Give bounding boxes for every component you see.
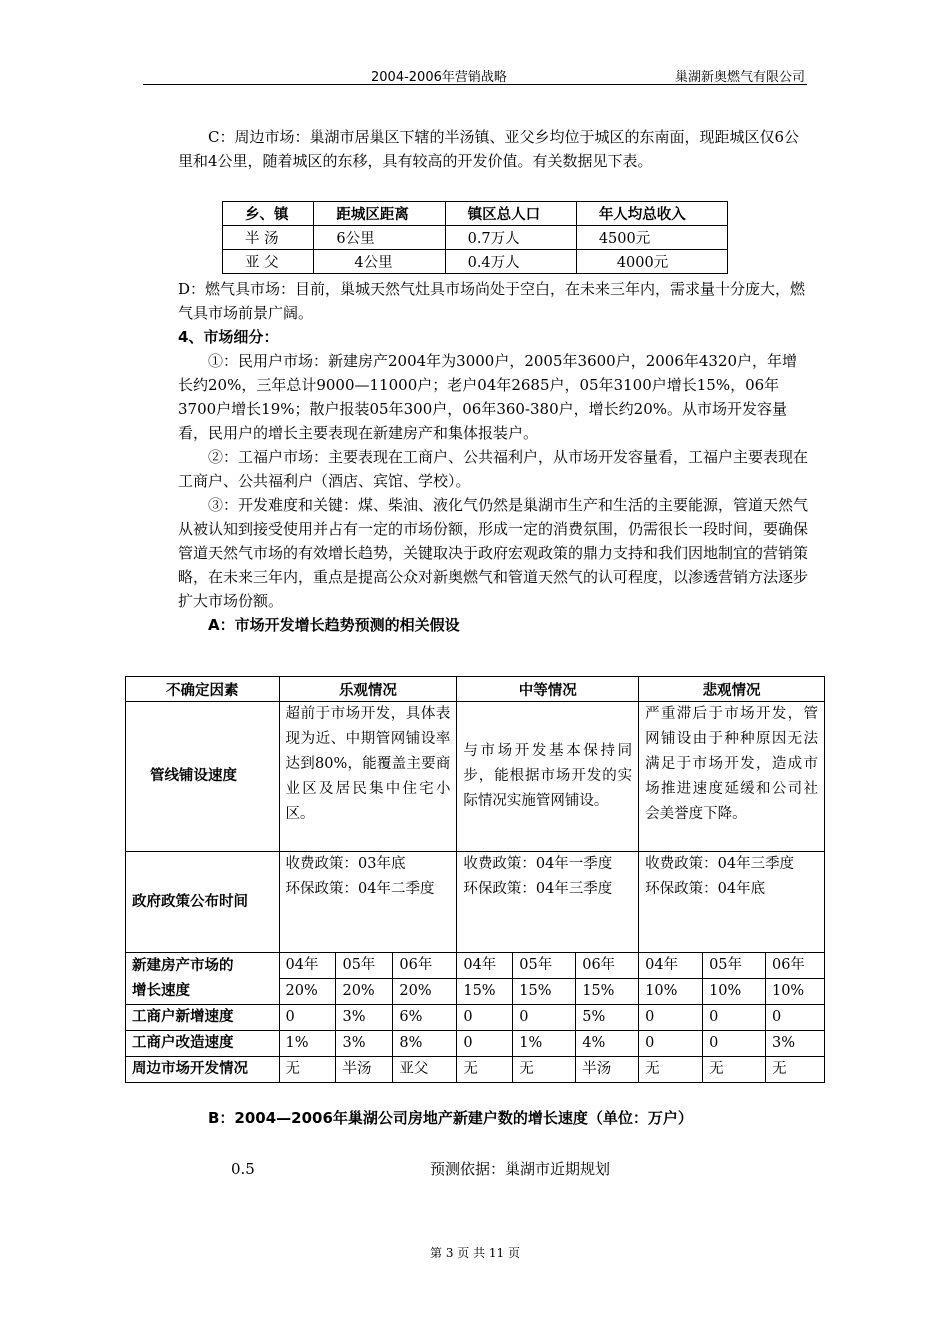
item-2: ②：工福户市场：主要表现在工商户、公共福利户，从市场开发容量看，工福户主要表现在工商户、公共福利户（酒店、宾馆、学校）。: [178, 448, 809, 490]
table-cell: 3%: [336, 1005, 393, 1031]
table-cell: 0: [279, 1005, 336, 1031]
table-cell: 0: [639, 1031, 703, 1057]
table-row: [223, 250, 728, 274]
page-header: [143, 66, 807, 85]
table-cell: 4000元: [576, 250, 727, 274]
table-cell: 15%: [513, 979, 576, 1005]
policy-line: 环保政策：04年三季度: [463, 881, 613, 897]
table-cell: [639, 852, 825, 953]
heading-b: B：2004—2006年巢湖公司房地产新建户数的增长速度（单位：万户）: [208, 1109, 693, 1127]
table-cell: 0: [457, 1005, 513, 1031]
table-cell: 1%: [279, 1031, 336, 1057]
policy-line: 收费政策：04年一季度: [463, 856, 613, 872]
table-row: [126, 852, 825, 953]
table-cell: 0: [457, 1031, 513, 1057]
policy-line: 环保政策：04年底: [645, 881, 766, 897]
table-cell: 无: [457, 1057, 513, 1083]
year-cell: 06年: [765, 953, 824, 979]
header-title: 2004-2006年营销战略: [371, 70, 507, 85]
policy-line: 环保政策：04年二季度: [285, 881, 435, 897]
table-cell: 0: [703, 1031, 766, 1057]
table-cell: 亚父: [393, 1057, 457, 1083]
year-cell: 06年: [393, 953, 457, 979]
township-table: [222, 201, 728, 274]
table-header: 不确定因素: [126, 677, 280, 702]
year-cell: 04年: [457, 953, 513, 979]
table-cell: 8%: [393, 1031, 457, 1057]
year-cell: 04年: [279, 953, 336, 979]
year-cell: 06年: [576, 953, 639, 979]
row-label: 工商户新增速度: [126, 1005, 280, 1031]
row-label: [126, 953, 280, 1005]
row-label-line: 新建房产市场的: [132, 957, 234, 974]
table-cell: 20%: [393, 979, 457, 1005]
table-cell: 半汤: [336, 1057, 393, 1083]
table-cell: 0.7万人: [445, 226, 576, 250]
table-cell: 3%: [765, 1031, 824, 1057]
table-cell: 无: [639, 1057, 703, 1083]
chart-axis-value: 0.5: [231, 1160, 255, 1178]
table-header: 中等情况: [457, 677, 639, 702]
table-cell: 半 汤: [223, 226, 314, 250]
table-cell: 10%: [639, 979, 703, 1005]
table-row: [126, 1005, 825, 1031]
table-cell: 无: [513, 1057, 576, 1083]
table-cell: 6%: [393, 1005, 457, 1031]
table-header: 距城区距离: [314, 202, 445, 226]
table-cell: 无: [765, 1057, 824, 1083]
table-cell: 15%: [457, 979, 513, 1005]
table-row: [126, 1031, 825, 1057]
table-header: 乡、镇: [223, 202, 314, 226]
table-cell: 无: [703, 1057, 766, 1083]
assumption-table: [125, 676, 825, 1083]
table-header-row: [223, 202, 728, 226]
table-cell: 0: [513, 1005, 576, 1031]
page-footer: 第 3 页 共 11 页: [430, 1246, 520, 1260]
policy-line: 收费政策：04年三季度: [645, 856, 795, 872]
table-header: 悲观情况: [639, 677, 825, 702]
table-cell: 无: [279, 1057, 336, 1083]
table-cell: 1%: [513, 1031, 576, 1057]
para-d: D：燃气具市场：目前，巢城天然气灶具市场尚处于空白，在未来三年内，需求量十分庞大，燃气具市场前景广阔。: [178, 280, 806, 322]
table-header: 乐观情况: [279, 677, 457, 702]
table-cell: 20%: [279, 979, 336, 1005]
policy-line: 收费政策：03年底: [285, 856, 406, 872]
table-cell: 15%: [576, 979, 639, 1005]
table-cell: 0: [703, 1005, 766, 1031]
table-cell: 0: [639, 1005, 703, 1031]
year-cell: 04年: [639, 953, 703, 979]
row-label: 周边市场开发情况: [126, 1057, 280, 1083]
header-company: 巢湖新奥燃气有限公司: [674, 70, 805, 85]
table-row: [126, 953, 825, 979]
year-cell: 05年: [336, 953, 393, 979]
table-cell: 0: [765, 1005, 824, 1031]
table-row: [126, 702, 825, 852]
para-c-block: [178, 125, 810, 173]
table-header: 镇区总人口: [445, 202, 576, 226]
item-1: ①：民用户市场：新建房产2004年为3000户，2005年3600户，2006年4320户，年增长约20%，三年总计9000—11000户；老户04年2685户，05年3100户增长15%，06年3700户增长19%；散户报装05年300户，06年360-380户，增长约20%。从市场开发容量看，民用户的增长主要表现在新建房产和集体报装户。: [178, 352, 798, 442]
table-cell: 与市场开发基本保持同步，能根据市场开发的实际情况实施管网铺设。: [457, 702, 639, 852]
para-c: C：周边市场：巢湖市居巢区下辖的半汤镇、亚父乡均位于城区的东南面，现距城区仅6公里和4公里，随着城区的东移，具有较高的开发价值。有关数据见下表。: [178, 128, 800, 170]
table-header-row: [126, 677, 825, 702]
main-text-block: [178, 277, 810, 637]
table-header: 年人均总收入: [576, 202, 727, 226]
table-cell: 0.4万人: [445, 250, 576, 274]
row-label: 工商户改造速度: [126, 1031, 280, 1057]
row-label: 政府政策公布时间: [126, 852, 280, 953]
table-cell: 超前于市场开发，具体表现为近、中期管网铺设率达到80%，能覆盖主要商业区及居民集中住宅小区。: [279, 702, 457, 852]
table-cell: 20%: [336, 979, 393, 1005]
forecast-basis: 预测依据：巢湖市近期规划: [430, 1160, 611, 1178]
table-cell: 半汤: [576, 1057, 639, 1083]
year-cell: 05年: [513, 953, 576, 979]
table-cell: [279, 852, 457, 953]
row-label-line: 增长速度: [132, 982, 190, 999]
table-row: [126, 1057, 825, 1083]
table-row: [223, 226, 728, 250]
table-cell: 6公里: [314, 226, 445, 250]
table-cell: 严重滞后于市场开发，管网铺设由于种种原因无法满足于市场开发，造成市场推进速度延缓和公司社会美誉度下降。: [639, 702, 825, 852]
heading-a: A：市场开发增长趋势预测的相关假设: [208, 616, 460, 634]
table-cell: 亚 父: [223, 250, 314, 274]
table-cell: 4公里: [314, 250, 445, 274]
table-cell: 4%: [576, 1031, 639, 1057]
item-3: ③：开发难度和关键：煤、柴油、液化气仍然是巢湖市生产和生活的主要能源，管道天然气从被认知到接受使用并占有一定的市场份额，形成一定的消费氛围，仍需很长一段时间，要确保管道天然气市场的有效增长趋势，关键取决于政府宏观政策的鼎力支持和我们因地制宜的营销策略，在未来三年内，重点是提高公众对新奥燃气和管道天然气的认可程度，以渗透营销方法逐步扩大市场份额。: [178, 496, 809, 610]
table-cell: 10%: [765, 979, 824, 1005]
table-cell: 3%: [336, 1031, 393, 1057]
table-cell: 10%: [703, 979, 766, 1005]
table-cell: 4500元: [576, 226, 727, 250]
row-label: 管线铺设速度: [126, 702, 280, 852]
table-cell: [457, 852, 639, 953]
section-4-heading: 4、市场细分：: [178, 328, 279, 346]
year-cell: 05年: [703, 953, 766, 979]
table-cell: 5%: [576, 1005, 639, 1031]
